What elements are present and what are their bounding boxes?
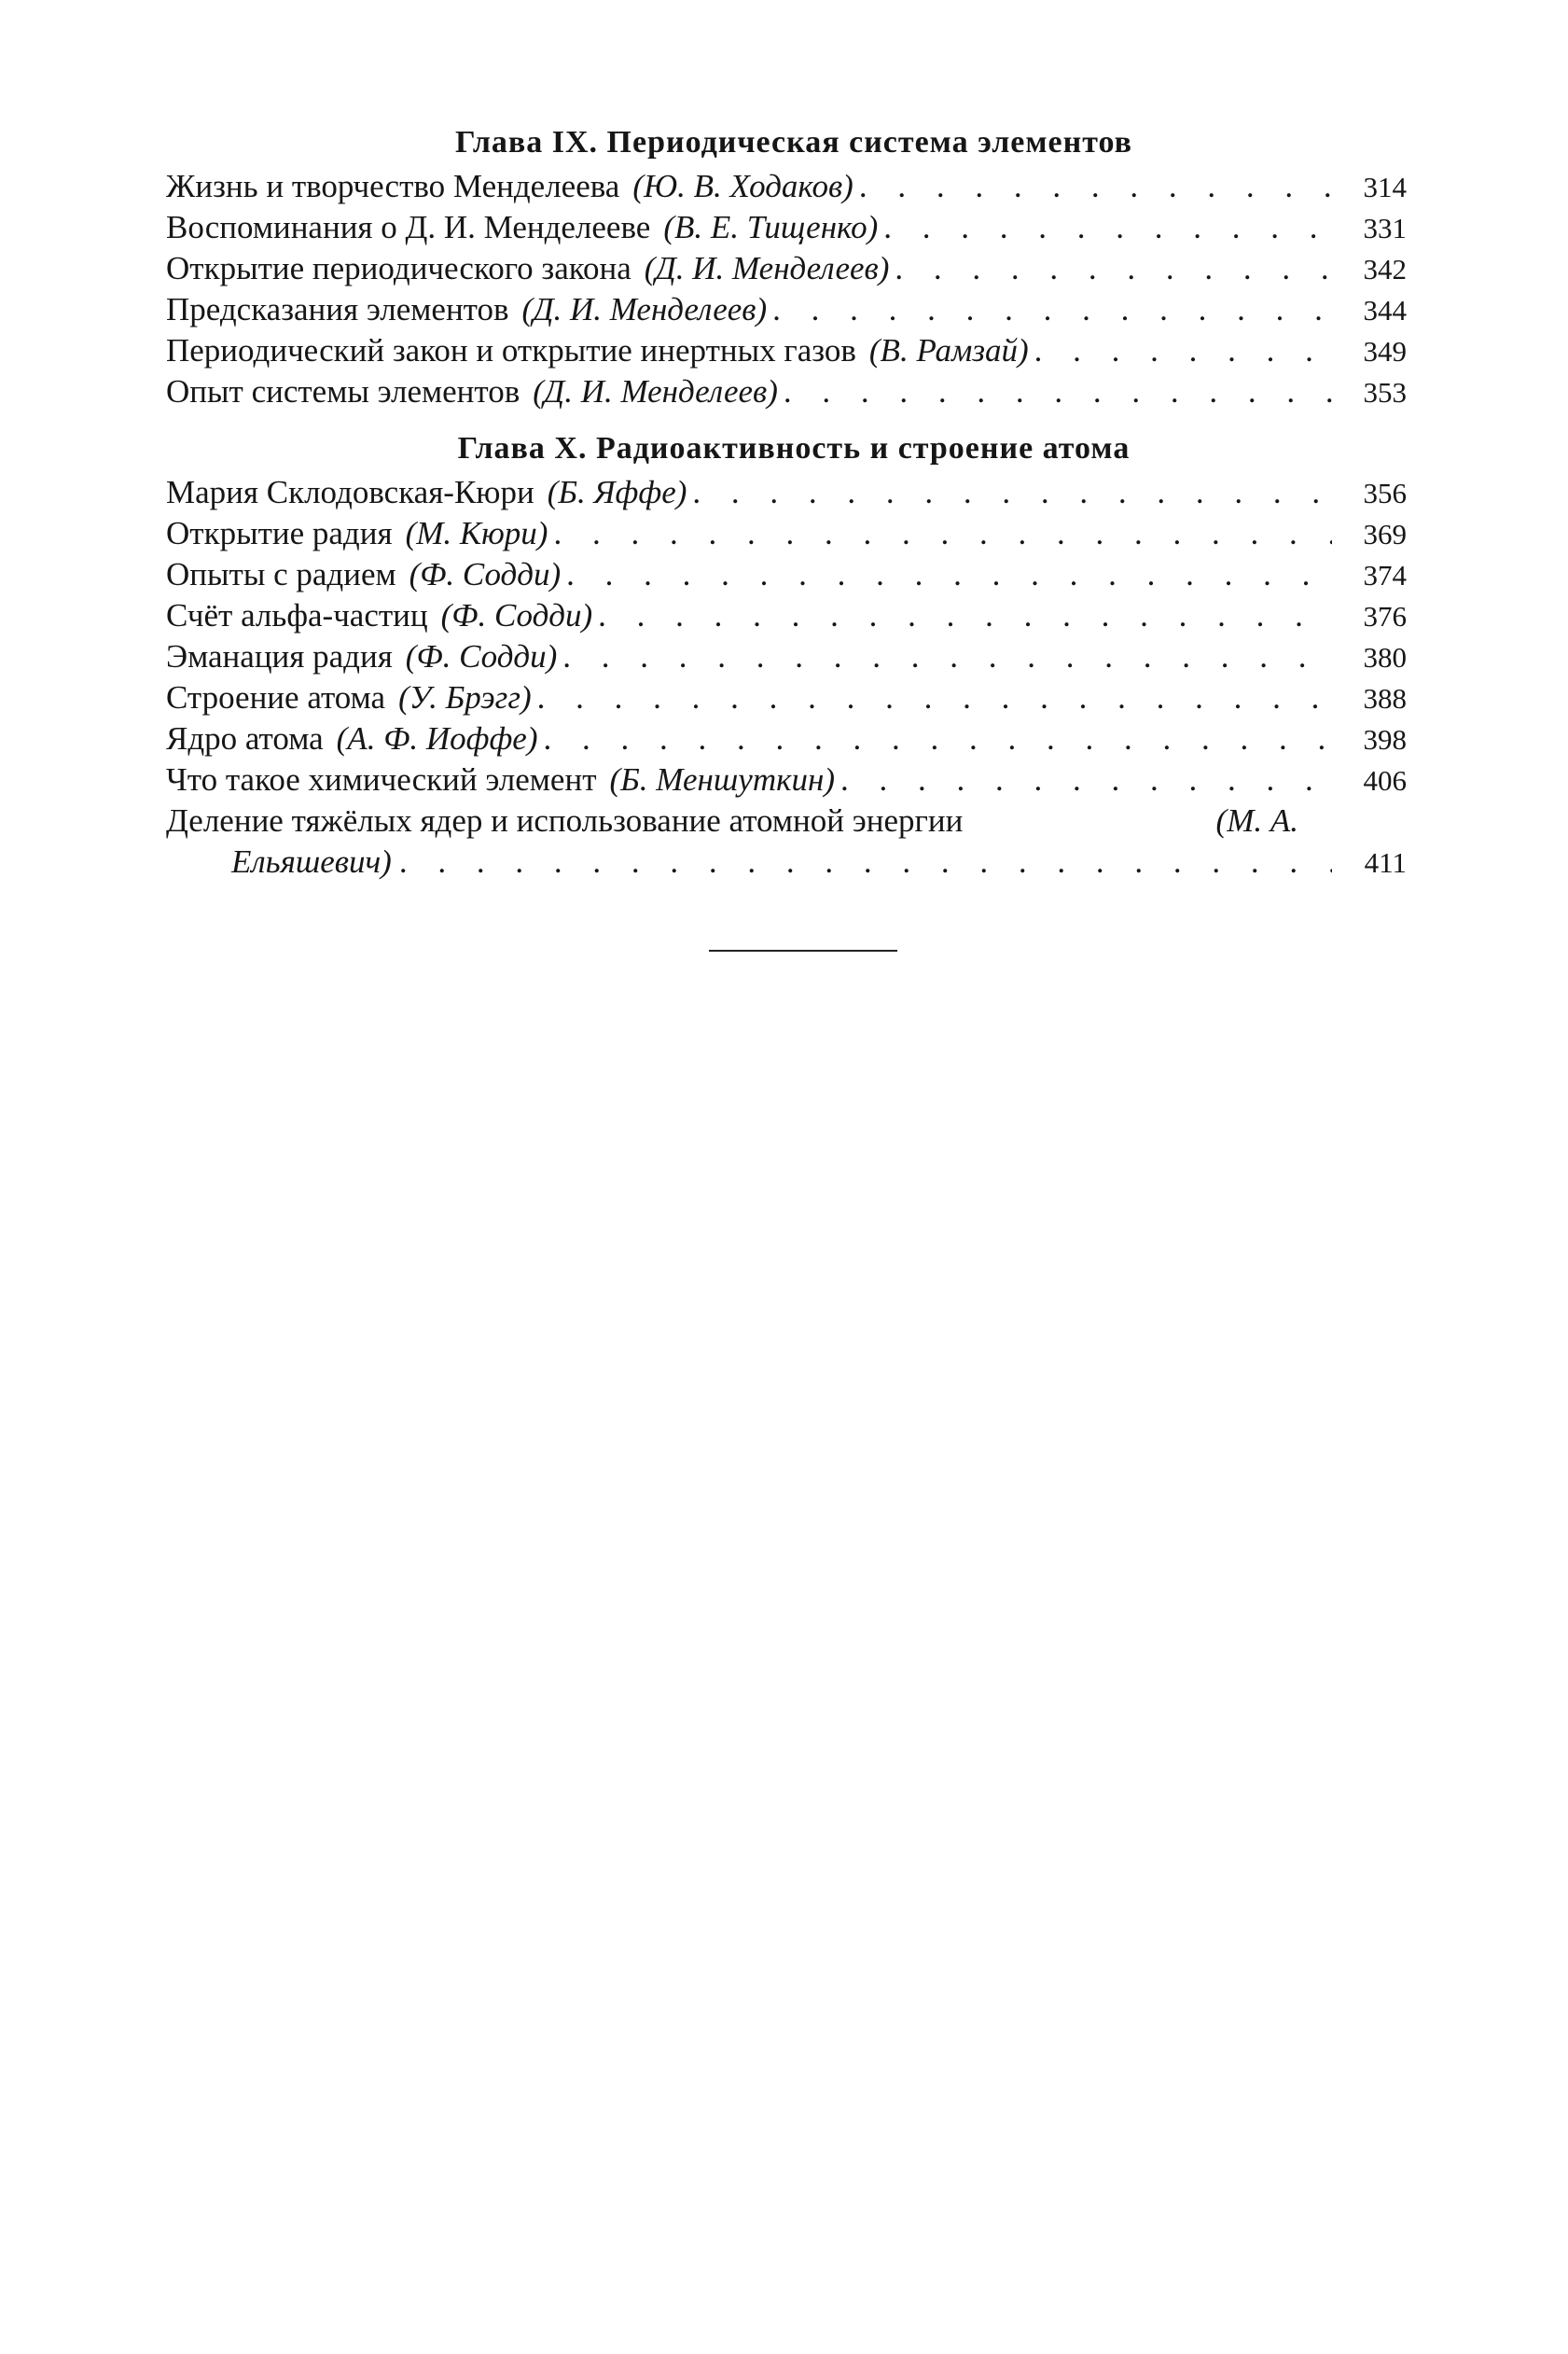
dot-leader — [772, 289, 1332, 330]
entry-page-number: 369 — [1363, 518, 1407, 550]
toc-entry-multiline — [166, 801, 1407, 883]
entry-line-2 — [166, 842, 1407, 883]
entry-page-number: 374 — [1363, 559, 1407, 592]
entry-author: (Д. И. Менделеев) — [521, 291, 768, 327]
dot-leader — [840, 759, 1332, 801]
dot-leader — [537, 677, 1332, 718]
entry-page-number: 376 — [1363, 600, 1407, 633]
entry-author: (Ф. Содди) — [405, 638, 558, 675]
entry-page-number: 406 — [1363, 764, 1407, 797]
entry-page-number: 411 — [1364, 846, 1407, 879]
entry-title: Предсказания элементов — [166, 291, 509, 327]
dot-leader — [399, 842, 1332, 883]
dot-leader — [562, 636, 1332, 677]
entry-title: Воспоминания о Д. И. Менделееве — [166, 209, 651, 245]
entry-line-1 — [166, 801, 1298, 842]
entry-author: (Д. И. Менделеев) — [533, 373, 778, 410]
toc-entry — [166, 759, 1407, 801]
entry-author: (В. Рамзай) — [868, 332, 1029, 369]
dot-leader — [566, 554, 1332, 595]
toc-entry — [166, 207, 1407, 248]
entry-title: Что такое химический элемент — [166, 761, 597, 798]
entry-author-start: (М. А. — [1215, 802, 1298, 839]
entry-author: (Б. Меншуткин) — [609, 761, 835, 798]
entry-page-number: 356 — [1363, 477, 1407, 509]
entry-title: Опыты с радием — [166, 556, 396, 592]
entry-title: Открытие периодического закона — [166, 250, 631, 286]
toc-entry — [166, 677, 1407, 718]
entry-page-number: 380 — [1363, 641, 1407, 674]
entry-page-number: 331 — [1363, 212, 1407, 244]
chapter-title: Глава IX. Периодическая система элементов — [455, 125, 1132, 160]
entry-page-number: 388 — [1363, 682, 1407, 715]
toc-entry — [166, 513, 1407, 554]
entry-author: (М. Кюри) — [405, 515, 548, 551]
entry-author-end: Ельяшевич) — [231, 843, 392, 880]
entry-title: Эманация радия — [166, 638, 393, 675]
table-of-contents — [166, 119, 1407, 883]
chapter-x — [166, 425, 1407, 883]
toc-entry — [166, 166, 1407, 207]
toc-entry — [166, 554, 1407, 595]
dot-leader — [553, 513, 1332, 554]
entry-title: Деление тяжёлых ядер и использование атомной энергии — [166, 802, 964, 839]
entry-title: Мария Склодовская-Кюри — [166, 474, 534, 510]
entry-author: (У. Брэгг) — [398, 679, 532, 716]
entry-author: (В. Е. Тищенко) — [663, 209, 879, 245]
entry-page-number: 349 — [1363, 335, 1407, 368]
toc-entry — [166, 636, 1407, 677]
toc-entry — [166, 472, 1407, 513]
toc-entry — [166, 330, 1407, 371]
entry-page-number: 353 — [1363, 376, 1407, 409]
entry-title: Жизнь и творчество Менделеева — [166, 168, 620, 204]
toc-entry — [166, 289, 1407, 330]
entry-title: Опыт системы элементов — [166, 373, 520, 410]
entry-author: (Б. Яффе) — [547, 474, 687, 510]
entry-author: (Ф. Содди) — [409, 556, 562, 592]
entry-author: (Ф. Содди) — [440, 597, 593, 634]
entry-author: (Д. И. Менделеев) — [644, 250, 890, 286]
entry-page-number: 342 — [1363, 253, 1407, 286]
entry-page-number: 314 — [1363, 171, 1407, 203]
chapter-title: Глава X. Радиоактивность и строение атома — [457, 431, 1131, 466]
chapter-ix — [166, 119, 1407, 412]
dot-leader — [784, 371, 1332, 412]
entry-title: Открытие радия — [166, 515, 393, 551]
entry-page-number: 398 — [1363, 723, 1407, 756]
dot-leader — [544, 718, 1332, 759]
entry-title: Счёт альфа-частиц — [166, 597, 428, 634]
dot-leader — [895, 248, 1332, 289]
toc-entry — [166, 595, 1407, 636]
closing-rule — [709, 950, 897, 952]
entry-title: Строение атома — [166, 679, 386, 716]
dot-leader — [1034, 330, 1332, 371]
dot-leader — [859, 166, 1332, 207]
toc-entry — [166, 248, 1407, 289]
dot-leader — [692, 472, 1332, 513]
entry-title: Ядро атома — [166, 720, 324, 757]
dot-leader — [598, 595, 1332, 636]
toc-entry — [166, 718, 1407, 759]
dot-leader — [883, 207, 1332, 248]
entry-page-number: 344 — [1363, 294, 1407, 327]
entry-author: (Ю. В. Ходаков) — [632, 168, 853, 204]
entry-author: (А. Ф. Иоффе) — [336, 720, 538, 757]
entry-title: Периодический закон и открытие инертных газов — [166, 332, 856, 369]
toc-entry — [166, 371, 1407, 412]
